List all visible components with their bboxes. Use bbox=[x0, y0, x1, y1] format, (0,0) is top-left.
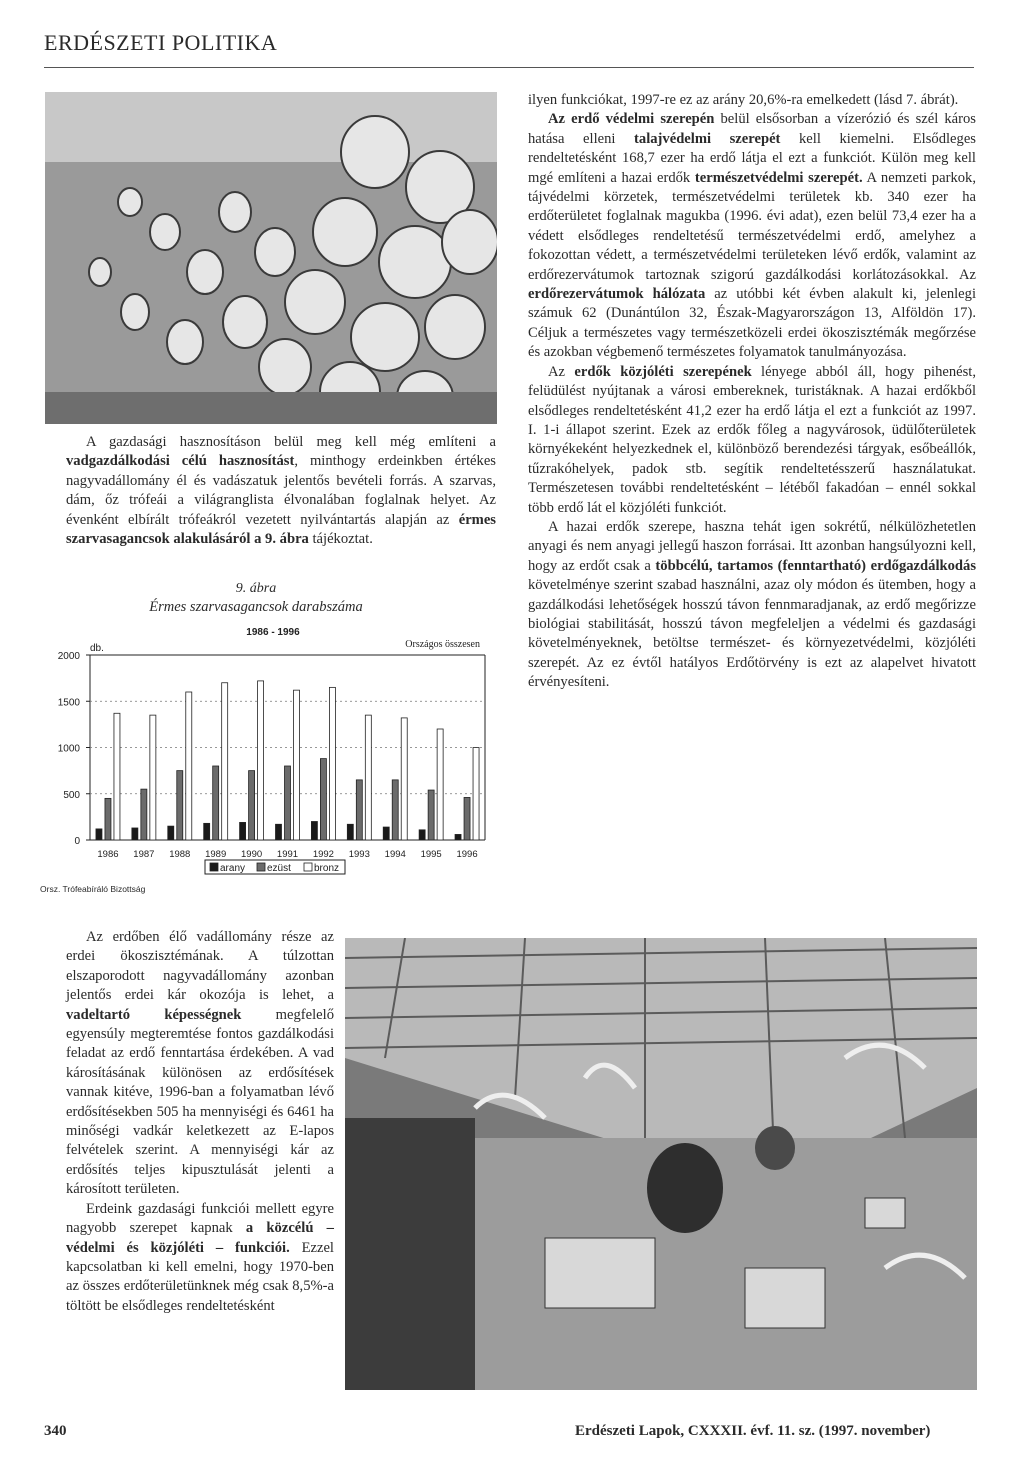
x-tick-label: 1986 bbox=[97, 849, 119, 860]
x-tick-label: 1991 bbox=[276, 849, 299, 860]
x-tick-label: 1992 bbox=[312, 849, 334, 860]
x-tick-label: 1990 bbox=[241, 849, 263, 860]
bar-arany-1986 bbox=[96, 829, 102, 840]
bar-bronz-1992 bbox=[329, 687, 335, 840]
bar-ezüst-1987 bbox=[141, 789, 147, 840]
bar-bronz-1988 bbox=[186, 692, 192, 840]
left-column-paragraph: A gazdasági hasznosításon belül meg kell még említeni a vadgazdálkodási célú hasznosítást, minthogy erdeinkben értékes nagyvadállomány él és vadászatuk jelentős bevételi forrás. A szarvas, dám, őz trófeái a világranglista élvonalában foglalnak helyet. Az évenként elbírált trófeákról vezetett nyilvántartás alapján az érmes szarvasagancsok alakulásáról a 9. ábra tájékoztat. bbox=[66, 434, 496, 548]
bar-ezüst-1986 bbox=[105, 798, 111, 840]
bar-ezüst-1990 bbox=[249, 771, 255, 840]
x-tick-label: 1995 bbox=[420, 849, 442, 860]
x-tick-label: 1996 bbox=[456, 849, 478, 860]
bar-bronz-1996 bbox=[473, 748, 479, 841]
bar-arany-1988 bbox=[168, 826, 174, 840]
bar-ezüst-1989 bbox=[213, 766, 219, 840]
right-column bbox=[528, 91, 976, 693]
bar-ezüst-1992 bbox=[320, 759, 326, 840]
legend-swatch-ezüst bbox=[257, 863, 265, 871]
bar-arany-1995 bbox=[419, 830, 425, 840]
chart-unit-label: db. bbox=[90, 643, 104, 654]
paragraph: Az erdők közjóléti szerepének lényege abból áll, hogy pihenést, felüdülést nyújtanak a városi embereknek, turistáknak. A hazai erdőkből elsődleges rendeltetésként 41,2 ezer ha erdő látja el ezt a funkciót az 1997. I. 1-i állapot szerint. Ezek az erdők főleg a nagyvárosok, üdülőterületek környékeként helyezkednek el, különböző berendezési tárgyak, esőbeállók, tűzrakóhelyek, padok stb. segítik rendeltetésszerű használatukat. Természetesen további rendeltetésként – létéből fakadóan – ennél sokkal több erdő lát el közjóléti funkciót. bbox=[528, 363, 976, 516]
bar-bronz-1991 bbox=[294, 690, 300, 840]
bar-ezüst-1991 bbox=[285, 766, 291, 840]
y-tick-label: 2000 bbox=[57, 651, 80, 662]
legend-label-bronz: bronz bbox=[314, 863, 340, 874]
bar-arany-1987 bbox=[132, 828, 138, 840]
emphasis: vadgazdálkodási célú hasznosítást bbox=[66, 453, 295, 470]
y-tick-label: 500 bbox=[63, 789, 80, 801]
bar-bronz-1989 bbox=[222, 683, 228, 840]
antler-bar-chart bbox=[40, 620, 500, 882]
bar-ezüst-1994 bbox=[392, 780, 398, 840]
x-tick-label: 1988 bbox=[169, 849, 191, 860]
logs-photo bbox=[45, 92, 497, 424]
bar-arany-1990 bbox=[240, 822, 246, 840]
legend-swatch-bronz bbox=[304, 863, 312, 871]
running-header: ERDÉSZETI POLITIKA bbox=[44, 30, 278, 55]
x-tick-label: 1987 bbox=[133, 849, 155, 860]
paragraph: Erdeink gazdasági funkciói mellett egyre nagyobb szerepet kapnak a közcélú – védelmi és közjóléti – funkciói. Ezzel kapcsolatban ki kell emelni, hogy 1970-ben az összes erdőterületünknek még csak 8,5%-a töltött be elsődleges rendeltetésként bbox=[66, 1200, 334, 1314]
bar-ezüst-1988 bbox=[177, 771, 183, 840]
y-tick-label: 0 bbox=[74, 836, 80, 847]
bar-arany-1989 bbox=[204, 823, 210, 840]
bar-arany-1996 bbox=[455, 834, 461, 840]
legend-swatch-arany bbox=[210, 863, 218, 871]
paragraph: ilyen funkciókat, 1997-re ez az arány 20,6%-ra emelkedett (lásd 7. ábrát). bbox=[528, 92, 959, 108]
bar-bronz-1993 bbox=[365, 715, 371, 840]
chart-subtitle: Országos összesen bbox=[405, 639, 480, 650]
paragraph: Az erdőben élő vadállomány része az erdei ökoszisztémának. A túlzottan elszaporodott nagyvadállomány azonban jelentős erdei kár okozója is lehet, a vadeltartó képességnek megfelelő egyensúly megteremtése fontos gazdálkodási feladat az erdő fenntartása érdekében. A vad károsításának különösen az erdősítések vannak kitéve, 1996-ban a folyamatban lévő erdősítésekben 505 ha mennyiségi és 6461 ha minőségi vadkár keletkezett az E-lapos felvételek szerint. A mennyiségi kár az erdősítés teljes kipusztulását jelenti a károsított területen. bbox=[66, 929, 334, 1198]
paragraph: Az erdő védelmi szerepén belül elsősorban a vízerózió és szél káros hatása elleni talajvédelmi szerepét kell kiemelni. Elsődleges rendeltetésként 168,7 ezer ha erdő látja el ezt a funkciót. Külön meg kell mgé említeni a hazai erdők természetvédelmi szerepét. A nemzeti parkok, tájvédelmi körzetek, természetvédelmi területek kb. 340 ezer ha erdőterületet foglalnak magukba (1996. évi adat), ezen belül 73,4 ezer ha a védett elsődleges rendeltetésű természetvédelmi erdő, amelyhez a fokozottan védett, a természetvédelmi területeken lévő erdők, valamint az erdőrezervátumok tartoznak szigorú gazdálkodási korlátozásokkal. Az erdőrezervátumok hálózata az utóbbi két évben alakult ki, jelenlegi számuk 62 (Dunántúlon 32, Észak-Magyarországon 13, Alföldön 17). Céljuk a természetes vagy természetközeli erdei ökoszisztémák megőrzése és azokban végbemenő természetes folyamatok tanulmányozása. bbox=[528, 111, 977, 361]
paragraph: A hazai erdők szerepe, haszna tehát igen sokrétű, nélkülözhetetlen anyagi és nem anyagi jellegű haszon forrásai. Itt azonban hangsúlyozni kell, hogy az erdőt csak a többcélú, tartamos (fenntartható) erdőgazdálkodás követelménye szerint szabad használni, azaz oly módon és ütemben, hogy a gazdálkodási lehetőségek hosszú távon fennmaradjanak, az erdő megőrizze biológiai stabilitását, hosszú távon megfeleljen a védelmi és gazdasági követelményeknek, betöltse természet- és környezetvédelmi, közjóléti szerepét. Az ez évtől hatályos Erdőtörvény is ezt az alapelvet hivatott érvényesíteni. bbox=[528, 518, 976, 691]
journal-citation: Erdészeti Lapok, CXXXII. évf. 11. sz. (1997. november) bbox=[575, 1423, 931, 1439]
figure-number: 9. ábra bbox=[235, 581, 277, 596]
x-tick-label: 1993 bbox=[348, 849, 370, 860]
legend-label-ezüst: ezüst bbox=[267, 863, 291, 874]
bar-arany-1993 bbox=[347, 824, 353, 840]
x-tick-label: 1989 bbox=[205, 849, 227, 860]
chart-source: Orsz. Trófeabíráló Bizottság bbox=[40, 884, 146, 894]
bar-bronz-1986 bbox=[114, 713, 120, 840]
bar-ezüst-1995 bbox=[428, 790, 434, 840]
trophy-room-photo bbox=[345, 938, 977, 1390]
lower-left-column bbox=[66, 928, 334, 1316]
legend-label-arany: arany bbox=[220, 863, 246, 874]
header-rule bbox=[44, 67, 974, 68]
bar-ezüst-1993 bbox=[356, 780, 362, 840]
bar-ezüst-1996 bbox=[464, 797, 470, 840]
bar-arany-1994 bbox=[383, 827, 389, 840]
bar-bronz-1994 bbox=[401, 718, 407, 840]
bar-arany-1992 bbox=[311, 822, 317, 841]
bar-bronz-1987 bbox=[150, 715, 156, 840]
page-number: 340 bbox=[44, 1423, 67, 1439]
x-tick-label: 1994 bbox=[384, 849, 406, 860]
bar-bronz-1990 bbox=[258, 681, 264, 840]
y-tick-label: 1000 bbox=[57, 743, 80, 755]
emphasis: érmes szarvasagancsok alakulásáról a 9. ábra bbox=[66, 511, 496, 548]
chart-period-label: 1986 - 1996 bbox=[246, 627, 300, 638]
bar-bronz-1995 bbox=[437, 729, 443, 840]
figure-title: Érmes szarvasagancsok darabszáma bbox=[149, 599, 363, 615]
chart-legend bbox=[205, 860, 345, 874]
y-tick-label: 1500 bbox=[57, 697, 80, 709]
bar-arany-1991 bbox=[276, 824, 282, 840]
